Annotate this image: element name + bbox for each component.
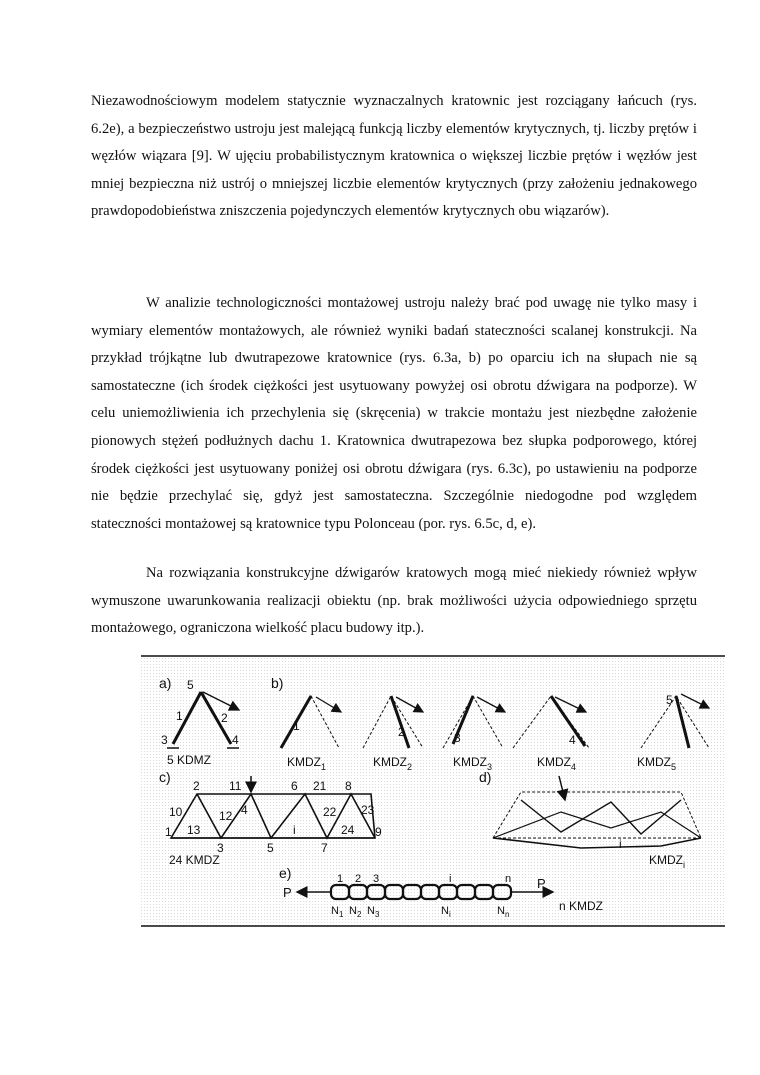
panel-label-a: a) <box>159 675 172 691</box>
caption-b4: $KMDZ_4$ <box>537 755 577 772</box>
node-label: 2 <box>193 779 200 793</box>
link-label: n <box>505 873 512 885</box>
node-label: 11 <box>229 779 242 793</box>
caption-c: 24 KMDZ <box>169 853 220 867</box>
link-label: i <box>449 873 452 885</box>
node-label: 13 <box>187 823 201 837</box>
force-left: P <box>283 885 292 900</box>
node-label: 3 <box>454 731 461 745</box>
node-label: i <box>619 837 622 851</box>
member-label: 23 <box>361 803 375 817</box>
caption-b2: $KMDZ_2$ <box>373 755 413 772</box>
member-label: 4 <box>241 803 248 817</box>
caption-b5: $KMDZ_5$ <box>637 755 677 772</box>
caption-b1: $KMDZ_1$ <box>287 755 327 772</box>
caption-e: n KMDZ <box>559 899 604 913</box>
node-label: 7 <box>321 841 328 855</box>
paragraph-3: Na rozwiązania konstrukcyjne dźwigarów kratowych mogą mieć niekiedy również wpływ wymuszone uwarunkowania realizacji obiektu (np. brak możliwości użycia odpowiedniego sprzętu montażowego, ograniczona wielkość placu budowy itp.). <box>91 565 697 637</box>
panel-label-b: b) <box>271 675 284 691</box>
link-label: 1 <box>337 873 344 885</box>
node-label: 2 <box>221 711 228 725</box>
force-right: P <box>537 876 546 891</box>
member-label: 22 <box>323 805 337 819</box>
node-label: 8 <box>345 779 352 793</box>
force-label-n: $N_n$ <box>497 905 510 919</box>
node-label: 4 <box>232 733 239 747</box>
figure-truss-diagrams <box>141 652 725 932</box>
node-label: 9 <box>375 825 382 839</box>
node-label: 5 <box>267 841 274 855</box>
link-label: 3 <box>373 873 380 885</box>
node-label: 1 <box>176 709 183 723</box>
node-label: 1 <box>165 825 172 839</box>
force-label-2: $N_2$ <box>349 905 362 919</box>
member-label: 12 <box>219 809 233 823</box>
node-label: 21 <box>313 779 327 793</box>
panel-label-d: d) <box>479 769 492 785</box>
caption-d: $KMDZ_i$ <box>649 853 685 870</box>
paragraph-2: W analizie technologiczności montażowej ustroju należy brać pod uwagę nie tylko masy i wymiary elementów montażowych, ale również wyniki badań stateczności scalanej konstrukcji. Na przykład trójkątne lub dwutrapezowe kratownice (rys. 6.3a, b) po oparciu ich na słupach nie są samostateczne (ich środek ciężkości jest usytuowany powyżej osi obrotu dźwigara na podporze). W celu uniemożliwienia ich przechylenia się (skręcenia) w trakcie montażu jest niezbędne założenie pionowych stężeń podłużnych dachu 1. Kratownica dwutrapezowa bez słupka podporowego, której środek ciężkości jest usytuowany poniżej osi obrotu dźwigara (rys. 6.3c), po ustawieniu na podporze nie będzie przechylać się, gdyż jest samostateczna. Szczególnie niedogodne pod względem stateczności montażowej są kratownice typu Polonceau (por. rys. 6.5c, d, e). <box>91 295 697 532</box>
node-label: 24 <box>341 823 355 837</box>
node-label: 4 <box>569 733 576 747</box>
caption-b3: $KMDZ_3$ <box>453 755 493 772</box>
panel-label-e: e) <box>279 865 292 881</box>
force-label-1: $N_1$ <box>331 905 344 919</box>
node-label: 3 <box>161 733 168 747</box>
node-label: 6 <box>291 779 298 793</box>
node-label: 5 <box>187 678 194 692</box>
node-label: 1 <box>293 719 300 733</box>
node-label: 2 <box>398 725 405 739</box>
node-label: 5 <box>666 693 673 707</box>
link-label: 2 <box>355 873 362 885</box>
node-label: 3 <box>217 841 224 855</box>
panel-label-c: c) <box>159 769 171 785</box>
node-label: i <box>293 823 296 837</box>
caption-a: 5 KDMZ <box>167 753 212 767</box>
member-label: 10 <box>169 805 183 819</box>
paragraph-1: Niezawodnościowym modelem statycznie wyznaczalnych kratownic jest rozciągany łańcuch (rys. 6.2e), a bezpieczeństwo ustroju jest malejącą funkcją liczby elementów krytycznych, tj. liczby prętów i węzłów wiązara [9]. W ujęciu probabilistycznym kratownica o większej liczbie prętów i węzłów jest mniej bezpieczna niż ustrój o mniejszej liczbie elementów krytycznych (przy założeniu jednakowego prawdopodobieństwa zniszczenia pojedynczych elementów krytycznych obu wiązarów). <box>91 93 697 220</box>
force-label-3: $N_3$ <box>367 905 380 919</box>
force-label-i: $N_i$ <box>441 905 451 919</box>
